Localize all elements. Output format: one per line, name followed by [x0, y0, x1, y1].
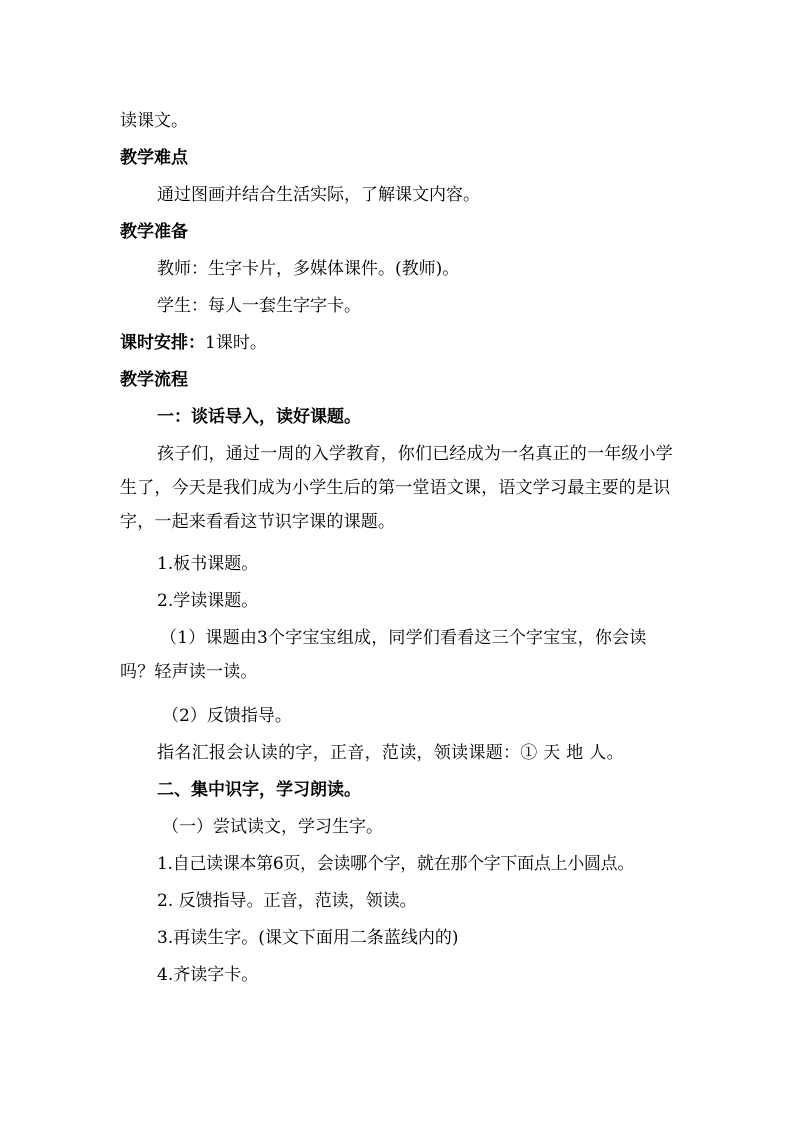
text-line: 读课文。: [120, 111, 188, 131]
text-line: 教师：生字卡片，多媒体课件。(教师)。: [157, 259, 460, 279]
text-line: 通过图画并结合生活实际，了解课文内容。: [157, 185, 480, 205]
paragraph-title-reading: （1）课题由3个字宝宝组成，同学们看看这三个字宝宝，你会读吗？轻声读一读。: [120, 628, 647, 682]
paragraph-intro: 孩子们，通过一周的入学教育，你们已经成为一名真正的一年级小学生了，今天是我们成为小学生后的第一堂语文课，语文学习最主要的是识字，一起来看看这节识字课的课题。: [120, 444, 673, 532]
schedule-line: [120, 332, 680, 354]
text-line: 2.学读课题。: [157, 591, 259, 611]
text-line: （2）反馈指导。: [162, 706, 292, 726]
section-heading-preparation: 教学准备: [120, 222, 188, 242]
text-line: 1.自己读课本第6页，会读哪个字，就在那个字下面点上小圆点。: [157, 854, 635, 874]
section-heading-flow: 教学流程: [120, 370, 188, 390]
text-line: （一）尝试读文，学习生字。: [162, 817, 383, 837]
step-heading-2: 二、集中识字，学习朗读。: [157, 780, 361, 800]
schedule-value: 1课时。: [205, 333, 267, 353]
step-heading-1: 一：谈话导入，读好课题。: [157, 407, 361, 427]
text-line: 3.再读生字。(课文下面用二条蓝线内的): [157, 928, 459, 948]
section-heading-difficulty: 教学难点: [120, 148, 188, 168]
text-line: 1.板书课题。: [157, 554, 259, 574]
schedule-label: 课时安排：: [120, 333, 205, 353]
text-line: 指名汇报会认读的字，正音，范读，领读课题：① 天 地 人。: [157, 743, 624, 763]
text-line: 2. 反馈指导。正音，范读，领读。: [157, 891, 417, 911]
text-line: 4.齐读字卡。: [157, 965, 259, 985]
text-line: 学生：每人一套生字字卡。: [157, 296, 361, 316]
